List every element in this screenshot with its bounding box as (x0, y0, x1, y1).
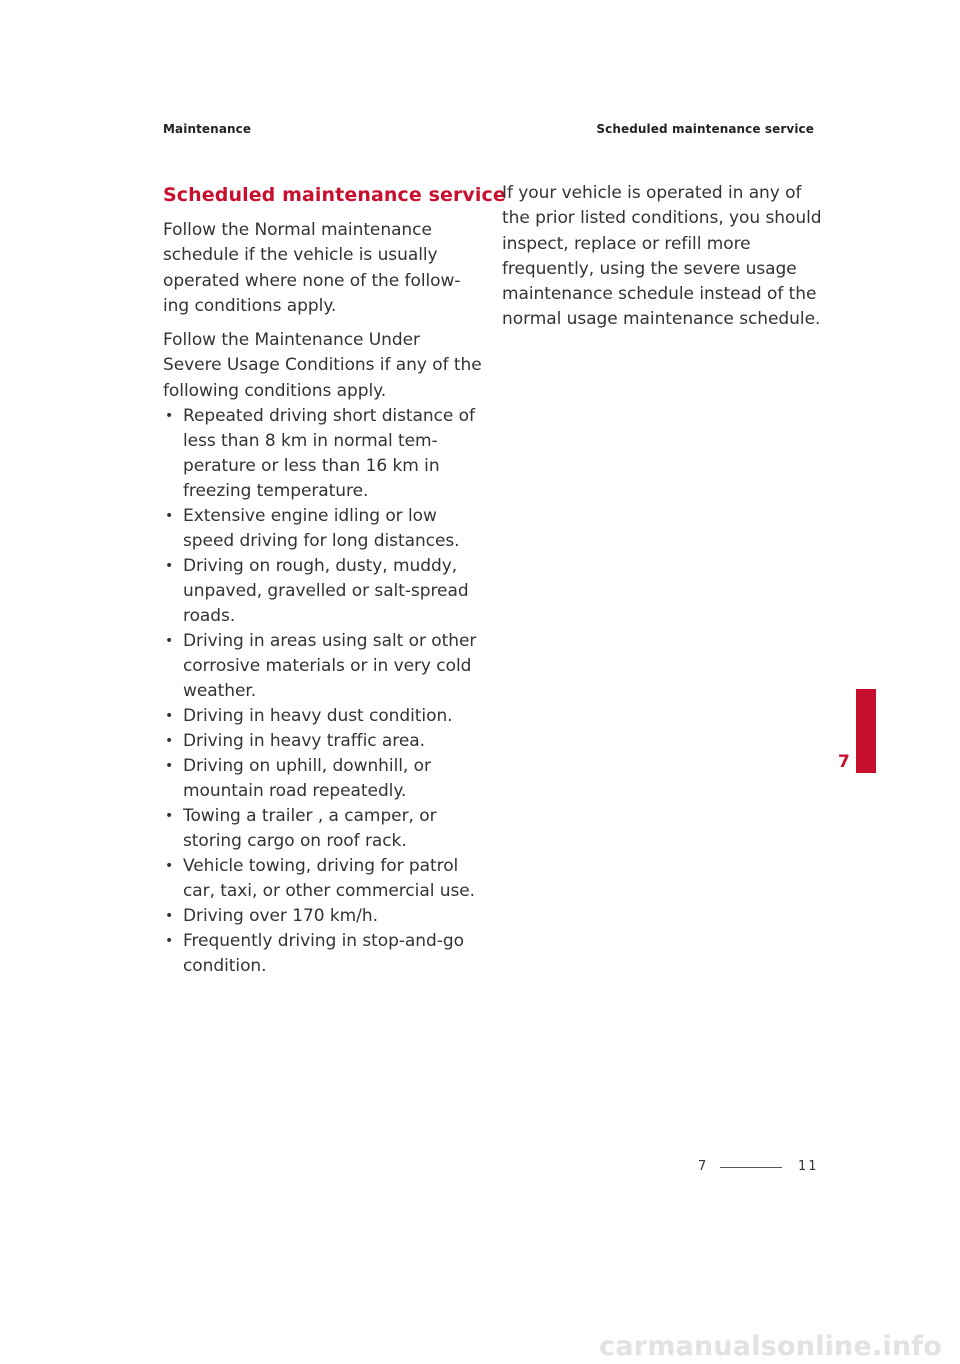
condition-text: Driving in areas using salt or other corrosive materials or in very cold weather. (183, 631, 477, 702)
condition-text: Towing a trailer , a camper, or storing cargo on roof rack. (183, 806, 437, 852)
bullet-icon: • (165, 558, 174, 575)
condition-text: Driving on uphill, downhill, or mountain road repeatedly. (183, 756, 431, 802)
list-item (163, 629, 483, 704)
list-item (163, 804, 483, 854)
bullet-icon: • (165, 708, 174, 725)
list-item (163, 929, 483, 979)
condition-text: Driving in heavy dust condition. (183, 706, 453, 727)
bullet-icon: • (165, 858, 174, 875)
footer-page-number: 11 (798, 1159, 819, 1174)
bullet-icon: • (165, 408, 174, 425)
intro-normal-paragraph: Follow the Normal maintenance schedule if the vehicle is usually operated where none of the follow-ing conditions apply. (163, 220, 461, 316)
condition-text: Driving on rough, dusty, muddy, unpaved, gravelled or salt-spread roads. (183, 556, 469, 627)
bullet-icon: • (165, 908, 174, 925)
watermark-text: carmanualsonline.info (599, 1331, 942, 1362)
running-header-section: Maintenance (163, 122, 252, 136)
list-item (163, 754, 483, 804)
severe-conditions-list (163, 404, 483, 979)
list-item (163, 554, 483, 629)
severe-usage-note: If your vehicle is operated in any of the prior listed conditions, you should inspect, replace or refill more frequently, using the severe usage maintenance schedule instead of the normal usage maintenance schedule. (502, 183, 822, 330)
bullet-icon: • (165, 633, 174, 650)
condition-text: Driving over 170 km/h. (183, 906, 378, 927)
list-item (163, 854, 483, 904)
condition-text: Frequently driving in stop-and-go condition. (183, 931, 464, 977)
bullet-icon: • (165, 508, 174, 525)
list-item (163, 504, 483, 554)
running-header-topic: Scheduled maintenance service (596, 122, 814, 136)
list-item (163, 404, 483, 504)
bullet-icon: • (165, 808, 174, 825)
condition-text: Driving in heavy traffic area. (183, 731, 425, 752)
intro-severe-paragraph: Follow the Maintenance Under Severe Usage Conditions if any of the following conditions apply. (163, 330, 482, 401)
condition-text: Repeated driving short distance of less than 8 km in normal tem-perature or less than 16 km in freezing temperature. (183, 406, 475, 502)
chapter-tab-marker (856, 689, 876, 773)
right-column (502, 180, 822, 342)
chapter-tab-number: 7 (838, 752, 850, 772)
condition-text: Extensive engine idling or low speed driving for long distances. (183, 506, 460, 552)
list-item (163, 904, 483, 929)
footer-chapter-number: 7 (698, 1159, 707, 1174)
condition-text: Vehicle towing, driving for patrol car, taxi, or other commercial use. (183, 856, 476, 902)
page-footer (696, 1159, 819, 1179)
left-column (163, 180, 506, 979)
bullet-icon: • (165, 933, 174, 950)
section-title: Scheduled maintenance service (163, 184, 506, 206)
footer-divider (720, 1167, 782, 1168)
bullet-icon: • (165, 758, 174, 775)
list-item (163, 704, 483, 729)
bullet-icon: • (165, 733, 174, 750)
list-item (163, 729, 483, 754)
